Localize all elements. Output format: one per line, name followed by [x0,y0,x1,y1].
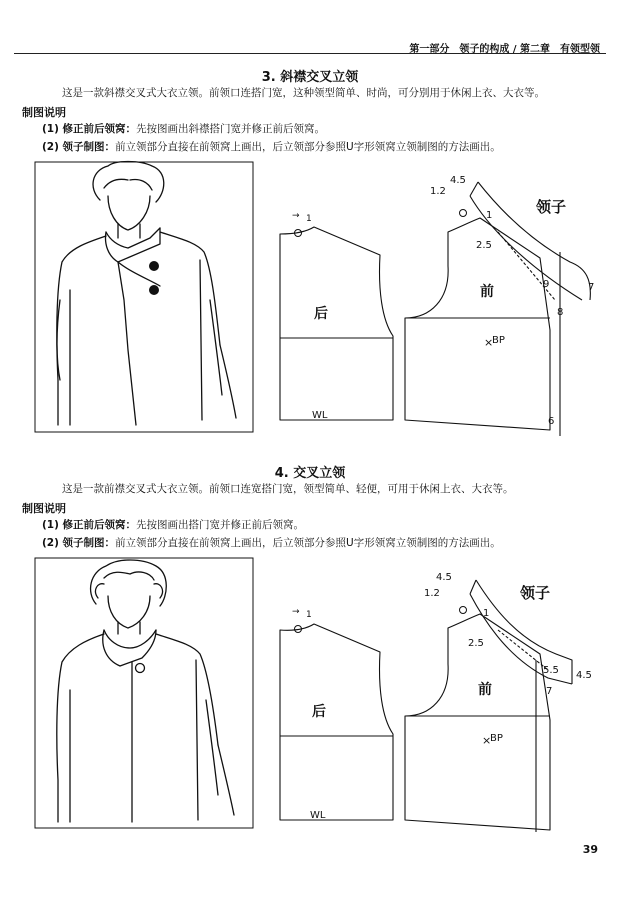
label-collar: 领子 [536,198,567,216]
dim: 1.2 [424,588,440,599]
section-4-intro: 这是一款前襟交叉式大衣立领。前领口连宽搭门宽，领型简单、轻便，可用于休闲上衣、大衣等。 [62,483,514,495]
svg-text:×: × [484,336,494,349]
label-bp: BP [492,335,505,346]
dim: 4.5 [436,572,452,583]
label-wl: WL [310,810,326,821]
svg-text:→: → [292,211,300,221]
dim: 4.5 [576,670,592,681]
dim: 7 [546,686,553,697]
dim: 1 [306,214,312,224]
label-bp: BP [490,733,503,744]
dim: 1 [483,608,490,619]
step-text: 先按图画出斜襟搭门宽并修正前后领窝。 [136,123,326,135]
dim: 1 [306,610,312,620]
header-text: 第一部分 领子的构成 / 第二章 有领型领 [409,44,600,55]
section-4-title: 4. 交叉立领 [274,466,346,481]
dim: 4.5 [450,175,466,186]
section-4-heading: 制图说明 [22,502,66,515]
dim: 8 [557,307,564,318]
svg-text:×: × [482,734,492,747]
step-label: (1) 修正前后领窝： [42,123,137,135]
page-number: 39 [582,843,598,856]
dim: 9 [543,279,550,290]
step-label: (2) 领子制图： [42,537,116,549]
step-label: (1) 修正前后领窝： [42,519,137,531]
label-collar: 领子 [520,584,551,602]
dim: 2.5 [476,240,492,251]
dim: 1.2 [430,186,446,197]
dim: 5.5 [543,665,559,676]
step-text: 先按图画出搭门宽并修正前后领窝。 [136,519,305,531]
label-back: 后 [312,704,326,720]
dim: 1 [486,210,493,221]
section-3-title: 3. 斜襟交叉立领 [261,70,359,85]
step-label: (2) 领子制图： [42,141,116,153]
section-3-intro: 这是一款斜襟交叉式大衣立领。前领口连搭门宽，这种领型简单、时尚，可分别用于休闲上衣、大衣等。 [62,87,545,99]
label-back: 后 [314,306,328,322]
step-text: 前立领部分直接在前领窝上画出，后立领部分参照U字形领窝立领制图的方法画出。 [115,141,501,153]
label-front: 前 [478,682,492,698]
label-front: 前 [480,284,494,300]
svg-text:→: → [292,607,300,617]
dim: 6 [548,416,555,427]
step-text: 前立领部分直接在前领窝上画出，后立领部分参照U字形领窝立领制图的方法画出。 [115,537,501,549]
dim: 7 [588,282,595,293]
section-3-heading: 制图说明 [22,106,66,119]
label-wl: WL [312,410,328,421]
dim: 2.5 [468,638,484,649]
